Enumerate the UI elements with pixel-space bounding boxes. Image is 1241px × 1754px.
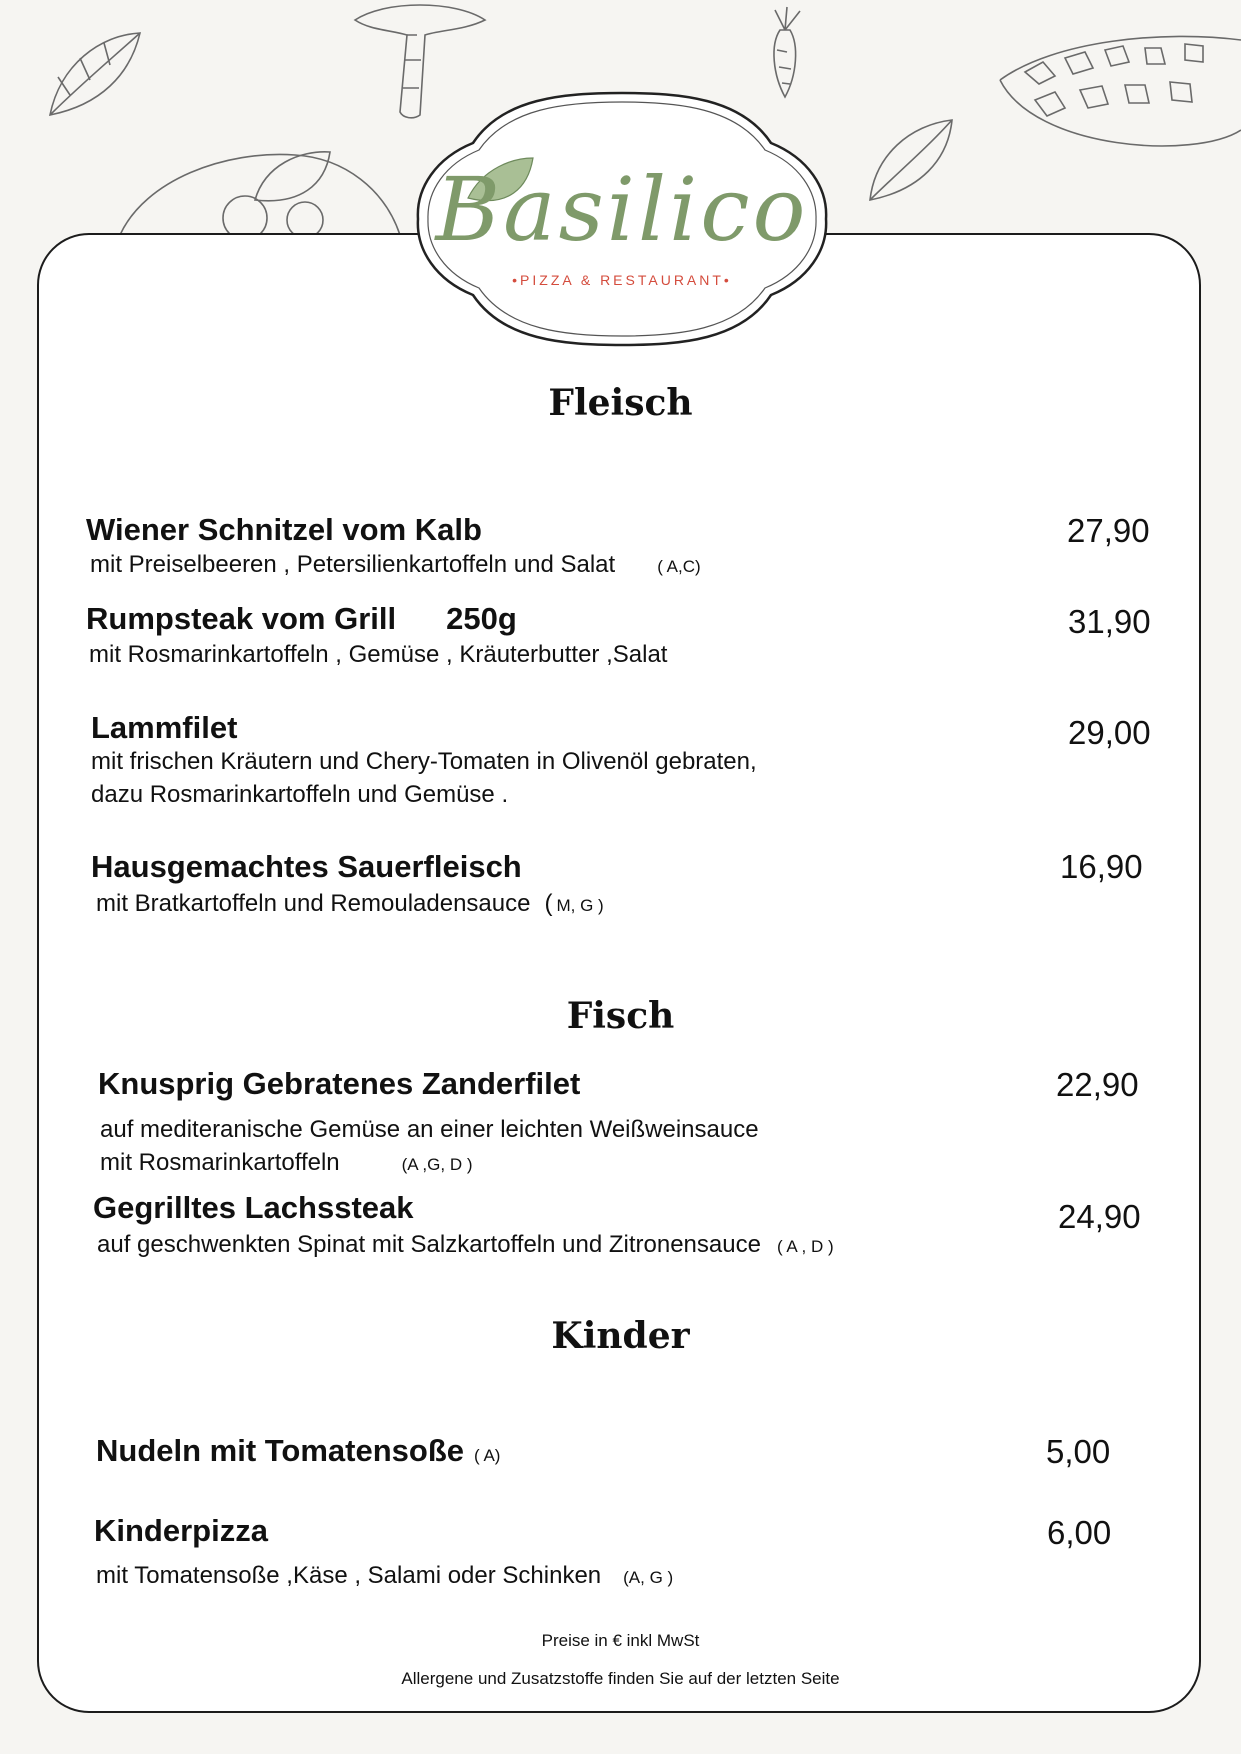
dish-name: Wiener Schnitzel vom Kalb [86,512,482,547]
bowl-sketch [995,10,1241,160]
dish-description: mit Tomatensoße ,Käse , Salami oder Schinken (A, G ) [96,1562,674,1589]
dish-price: 29,00 [1068,714,1151,751]
dish-price: 24,90 [1058,1198,1141,1235]
dish-name: Nudeln mit Tomatensoße ( A) [96,1433,501,1468]
allergen-codes: (A ,G, D ) [401,1155,473,1174]
dish-description: mit Rosmarinkartoffeln (A ,G, D ) [100,1149,473,1176]
dish-name: Hausgemachtes Sauerfleisch [91,849,522,884]
dish-price: 31,90 [1068,603,1151,640]
dish-price: 6,00 [1047,1514,1112,1551]
dish-description: mit Bratkartoffeln und Remouladensauce ( M, G ) [96,890,604,917]
restaurant-logo [413,88,831,350]
logo-tagline: •PIZZA & RESTAURANT• [512,272,732,288]
dish-description: auf geschwenkten Spinat mit Salzkartoffeln und Zitronensauce ( A , D ) [97,1231,834,1258]
allergen-codes: ( A) [474,1446,501,1465]
dish-price: 22,90 [1056,1066,1139,1103]
section-title-kinder: Kinder [551,1315,690,1357]
dish-description: auf mediteranische Gemüse an einer leichten Weißweinsauce [100,1116,759,1143]
allergen-codes: ( A,C) [657,557,701,576]
logo-name: Basilico [435,158,809,261]
tomato-basil-sketch [115,140,405,235]
leaf-sketch-left [40,25,150,125]
allergen-codes: M, G ) [556,896,604,915]
allergen-codes: ( A , D ) [776,1237,834,1256]
dish-name: Rumpsteak vom Grill 250g [86,601,517,636]
dish-price: 5,00 [1046,1433,1111,1470]
dish-name: Kinderpizza [94,1513,268,1548]
leaf-sketch-right [860,115,960,210]
dish-price: 16,90 [1060,848,1143,885]
dish-weight: 250g [446,601,517,636]
dish-name: Lammfilet [91,710,238,745]
price-note: Preise in € inkl MwSt [541,1631,700,1650]
dish-description: mit Preiselbeeren , Petersilienkartoffeln und Salat ( A,C) [90,551,701,578]
section-title-fleisch: Fleisch [548,382,693,424]
dish-name: Gegrilltes Lachssteak [93,1190,414,1225]
dish-name: Knusprig Gebratenes Zanderfilet [98,1066,581,1101]
menu-card [37,233,1201,1713]
allergen-note: Allergene und Zusatzstoffe finden Sie auf der letzten Seite [401,1669,840,1688]
dish-description: dazu Rosmarinkartoffeln und Gemüse . [91,781,509,808]
dish-description: mit frischen Kräutern und Chery-Tomaten in Olivenöl gebraten, [91,748,757,775]
section-title-fisch: Fisch [566,995,675,1037]
dish-description: mit Rosmarinkartoffeln , Gemüse , Kräuterbutter ,Salat [89,641,668,668]
carrot-sketch [755,5,815,100]
dish-price: 27,90 [1067,512,1150,549]
allergen-codes: (A, G ) [623,1568,674,1587]
